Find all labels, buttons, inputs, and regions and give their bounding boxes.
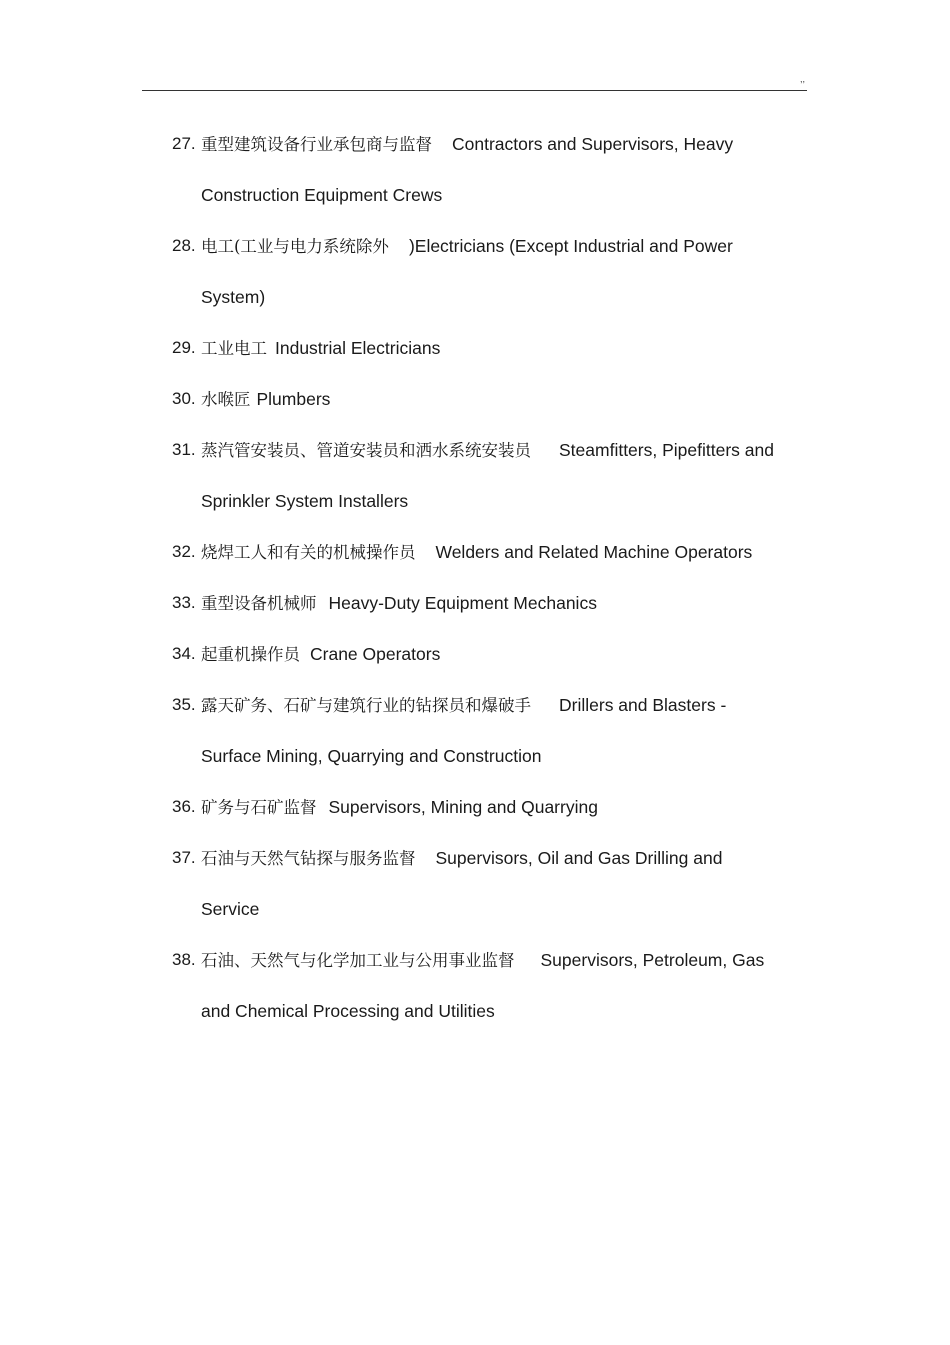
item-number: 28.: [172, 236, 196, 255]
list-item: [172, 680, 782, 782]
list-item: [172, 221, 782, 323]
item-number: 37.: [172, 848, 196, 867]
occupation-list: [172, 119, 782, 1037]
item-number: 33.: [172, 593, 196, 612]
list-item: [172, 323, 782, 374]
item-chinese-title: 石油、天然气与化学加工业与公用事业监督: [201, 951, 515, 970]
item-english-title: Industrial Electricians: [275, 338, 441, 358]
item-english-title: Contractors and Supervisors, Heavy Construction Equipment Crews: [201, 134, 734, 205]
list-item: [172, 527, 782, 578]
item-english-title: Heavy-Duty Equipment Mechanics: [328, 593, 597, 613]
item-chinese-title: 矿务与石矿监督: [201, 798, 317, 817]
list-item: [172, 578, 782, 629]
header-rule: [142, 90, 807, 91]
item-english-title: Welders and Related Machine Operators: [435, 542, 753, 562]
item-english-title: )Electricians (Except Industrial and Power System): [201, 236, 733, 307]
item-number: 35.: [172, 695, 196, 714]
list-item: [172, 935, 782, 1037]
header-mark: ,,: [800, 74, 806, 84]
item-english-title: Supervisors, Petroleum, Gas and Chemical Processing and Utilities: [201, 950, 765, 1021]
item-chinese-title: 石油与天然气钻探与服务监督: [201, 849, 416, 868]
list-item: [172, 833, 782, 935]
item-chinese-title: 水喉匠: [201, 390, 251, 409]
item-chinese-title: 重型设备机械师: [201, 594, 317, 613]
item-number: 29.: [172, 338, 196, 357]
list-item: [172, 425, 782, 527]
list-item: [172, 782, 782, 833]
item-english-title: Drillers and Blasters - Surface Mining, Quarrying and Construction: [201, 695, 727, 766]
item-number: 32.: [172, 542, 196, 561]
list-item: [172, 374, 782, 425]
item-english-title: Supervisors, Mining and Quarrying: [328, 797, 598, 817]
list-item: [172, 119, 782, 221]
item-chinese-title: 露天矿务、石矿与建筑行业的钻探员和爆破手: [201, 696, 531, 715]
item-english-title: Plumbers: [256, 389, 331, 409]
item-number: 34.: [172, 644, 196, 663]
item-chinese-title: 重型建筑设备行业承包商与监督: [201, 135, 432, 154]
item-number: 30.: [172, 389, 196, 408]
item-number: 27.: [172, 134, 196, 153]
item-chinese-title: 工业电工: [201, 339, 267, 358]
item-number: 38.: [172, 950, 196, 969]
item-number: 36.: [172, 797, 196, 816]
item-chinese-title: 蒸汽管安装员、管道安装员和洒水系统安装员: [201, 441, 531, 460]
item-number: 31.: [172, 440, 196, 459]
list-item: [172, 629, 782, 680]
item-english-title: Steamfitters, Pipefitters and Sprinkler System Installers: [201, 440, 774, 511]
item-chinese-title: 烧焊工人和有关的机械操作员: [201, 543, 416, 562]
item-chinese-title: 起重机操作员: [201, 645, 300, 664]
item-english-title: Crane Operators: [310, 644, 441, 664]
item-english-title: Supervisors, Oil and Gas Drilling and Service: [201, 848, 723, 919]
item-chinese-title: 电工(工业与电力系统除外: [201, 237, 389, 256]
